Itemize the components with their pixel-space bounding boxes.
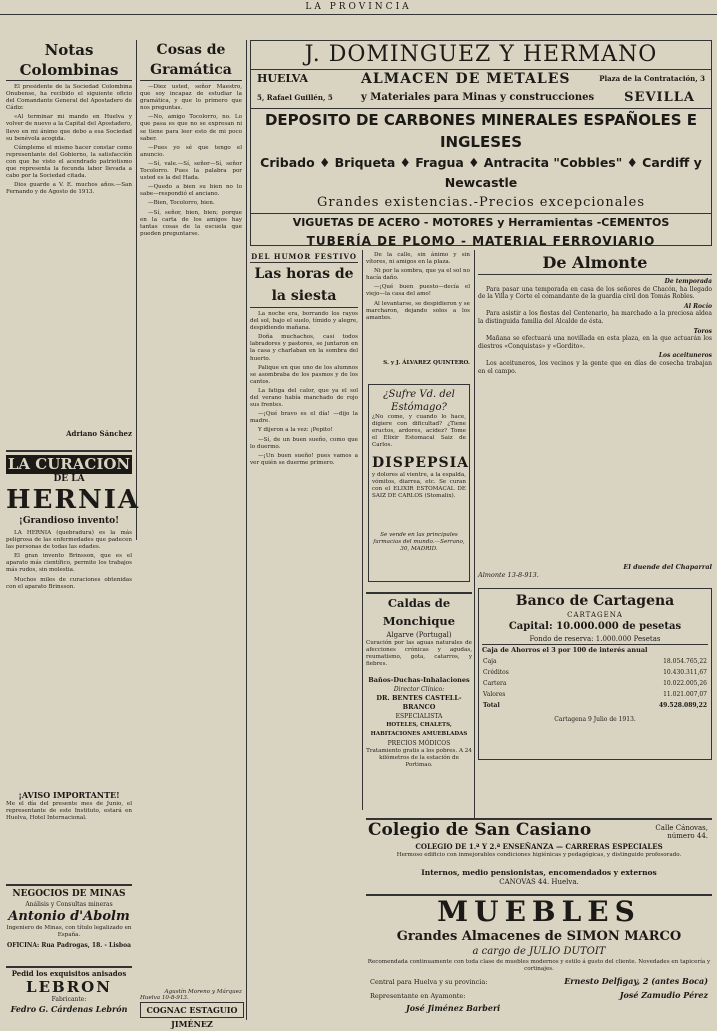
- signature: Agustín Moreno y Márquez: [164, 989, 242, 995]
- monchique-baths: Baños-Duchas-Inhalaciones: [368, 676, 470, 684]
- table-row: [482, 700, 708, 711]
- monchique-region: Algarve (Portugal): [386, 631, 452, 639]
- estomago-text: ¿No come, y cuando lo hace, digiere con dificultad? ¿Tiene eructos, ardores, acidez? Tome el Elixir Estomacal Saiz de Carlos.: [372, 414, 466, 449]
- muebles-owner: a cargo de JULIO DUTOIT: [472, 946, 606, 957]
- lebron-ad: [6, 966, 132, 1022]
- paragraph: —¡Un buen sueño! pues vamos a ver quién se duerme primero.: [250, 452, 358, 466]
- banco-city: CARTAGENA: [567, 611, 623, 619]
- article-continuation: [366, 252, 470, 377]
- article-body: [478, 278, 712, 563]
- monchique-ad: [366, 592, 472, 814]
- colegio-text-2: Internos, medio pensionistas, encomendados y externos: [421, 868, 657, 877]
- paragraph: Muchos miles de curaciones obtenidas con el aparato Brinsson.: [6, 576, 132, 590]
- negocios-text: Ingeniero de Minas, con título legalizado en España.: [6, 925, 132, 939]
- row-value: 10.022.005,26: [663, 680, 707, 687]
- paragraph: —¡Qué buen puesto—decía el viejo—la casa del amo!: [366, 284, 470, 298]
- lebron-fab-label: Fabricante:: [51, 996, 87, 1003]
- subhead: Los aceituneros: [658, 352, 712, 360]
- colegio-head: [366, 820, 712, 842]
- dominguez-row-2: [251, 90, 711, 109]
- paragraph: —Quedo a bien su bien no lo sabe—respondió el anciano.: [140, 184, 242, 198]
- muebles-text: Recomendada continuamente con toda clase de muebles modernos y estilo á gusto del cliente. Novedades en tapicería y cortinajes.: [367, 959, 711, 973]
- paragraph: —Bien, Tocolorro, bien.: [148, 200, 215, 207]
- dominguez-plaza: Plaza de la Contratación, 3: [599, 74, 705, 83]
- row-value: 10.430.311,67: [663, 669, 707, 676]
- hernia-subtitle: ¡Grandioso invento!: [18, 516, 120, 526]
- colegio-ad: [366, 818, 712, 890]
- article-title: Cosas de Gramática: [140, 40, 242, 81]
- paragraph: —No, amigo Tocolorro, no. Lo que pasa es que no se expresan ni se tiene para leer esto de mi poco saber.: [140, 114, 242, 142]
- estomago-ad: [368, 384, 470, 582]
- row-value: 18.054.765,22: [663, 658, 707, 665]
- paragraph: Ni por la sombra, que ya el sol no hacía daño.: [366, 268, 470, 282]
- colegio-text: Hermoso edificio con inmejorables condiciones higiénicas y pedagógicas, y distinguido profesorado.: [396, 852, 682, 858]
- cognac-ad: COGNAC ESTAGUIO JIMÉNEZ: [140, 1002, 244, 1018]
- row-label: Créditos: [483, 669, 509, 676]
- article-body: [366, 252, 470, 360]
- paragraph: Para asistir a los fiestas del Centenario, ha marchado a la preciosa aldea la distinguida familia del Alcalde de ésta.: [478, 310, 712, 325]
- hernia-body: [6, 530, 132, 790]
- muebles-store: Grandes Almacenes de SIMON MARCO: [396, 929, 682, 944]
- hernia-notice: ¡AVISO IMPORTANTE!: [18, 790, 120, 800]
- muebles-ad: [366, 894, 712, 1022]
- negocios-title: NEGOCIOS DE MINAS: [12, 889, 126, 899]
- dominguez-line-b: TUBERÍA DE PLOMO - MATERIAL FERROVIARIO: [306, 234, 656, 248]
- colegio-title: Colegio de San Casiano: [368, 820, 592, 840]
- muebles-title: MUEBLES: [437, 895, 641, 928]
- row-label: Cartera: [483, 680, 507, 687]
- dispepsia-title: DISPEPSIA: [372, 455, 470, 471]
- hernia-notice-text: Me el día del presente mes de Junio, el representante de este Instituto, estará en Huelva, Hotel Internacional.: [6, 801, 132, 822]
- article-almonte: [478, 252, 712, 582]
- article-body: [6, 84, 132, 429]
- subhead: Toros: [693, 327, 712, 335]
- article-notas-colombinas: [6, 40, 132, 440]
- dateline: Almonte 13-8-913.: [478, 571, 539, 579]
- column-rule: [136, 40, 137, 540]
- paragraph: Mañana se efectuará una novillada en esta plaza, en la que actuarán los diestros «Conquistas» y «Gordito».: [478, 335, 712, 350]
- paragraph: Para pasar una temporada en casa de los señores de Chacón, ha llegado de la Villa y Corte el comandante de la guardia civil don Tomás Robles.: [478, 285, 712, 301]
- monchique-director-label: Director Clínico:: [393, 686, 445, 693]
- negocios-name: Antonio d'Abolm: [8, 909, 130, 924]
- dominguez-city-2: SEVILLA: [624, 90, 695, 105]
- agent-name: Ernesto Delfigay, 2 (antes Boca): [564, 976, 708, 986]
- article-cosas-gramatica: [140, 40, 242, 1015]
- table-row: [482, 656, 708, 667]
- signature: S. y J. ÁLVAREZ QUINTERO.: [383, 360, 470, 366]
- row-label: Caja: [483, 658, 497, 665]
- agent-name: José Zamudio Pérez: [619, 990, 708, 1000]
- subhead: De temporada: [664, 278, 712, 285]
- column-rule: [246, 250, 247, 1020]
- paragraph: La noche era, borrando los rayos del sol, bajo el suelo, tímido y alegre, despidiendo mañana.: [250, 311, 358, 332]
- estomago-text-2: y dolores al vientre, a la espalda, vómitos, diarrea, etc. Se curan con el ELIXIR ESTOMACAL DE SAIZ DE CARLOS (Stomalix).: [372, 472, 466, 500]
- paragraph: El gran invento Brinsson, que es el aparato más científico, permite los trabajos más rudos, sin molestia.: [6, 553, 132, 574]
- paragraph: El presidente de la Sociedad Colombina Onubense, ha recibido el siguiente oficio del Comandante General del Apostadero de Cádiz:: [6, 84, 132, 112]
- banco-foot: Cartagena 9 Julio de 1913.: [554, 716, 636, 723]
- dominguez-address: 5, Rafael Guillén, 5: [257, 93, 333, 102]
- section-header: DEL HUMOR FESTIVO: [251, 252, 357, 261]
- estomago-title: ¿Sufre Vd. del Estómago?: [383, 389, 455, 413]
- signature: Adriano Sánchez: [66, 429, 132, 438]
- colegio-address: Calle Cánovas, número 44.: [655, 824, 708, 840]
- dominguez-name: J. DOMINGUEZ Y HERMANO: [251, 41, 711, 70]
- banco-capital: Capital: 10.000.000 de pesetas: [508, 621, 682, 632]
- banco-reserve: Fondo de reserva: 1.000.000 Pesetas: [482, 634, 708, 645]
- lebron-brand: LEBRON: [26, 978, 112, 996]
- monchique-director: DR. BENTES CASTELL-BRANCO: [376, 694, 462, 711]
- dominguez-ad: [250, 40, 712, 246]
- table-row: [482, 689, 708, 700]
- muebles-agent-row: [366, 975, 712, 989]
- negocios-subtitle: Análisis y Consultas mineras: [25, 901, 113, 908]
- article-body: [140, 84, 242, 989]
- monchique-text-2: Tratamiento gratis a los pobres. A 24 kilómetros de la estación de Portimao.: [366, 748, 472, 769]
- paragraph: De la calle, sin ánimo y sin vítores, ni amigos en la plaza.: [366, 252, 470, 266]
- row-label: Total: [483, 702, 500, 709]
- hernia-ad: [6, 450, 141, 872]
- monchique-hotels: HOTELES, CHALETS, HABITACIONES AMUEBLADAS: [370, 722, 468, 737]
- paragraph: «Al terminar mi mando en Huelva y volver de nuevo a la Capital del Apostadero, llevo en mi ánimo que debo a esa Sociedad su benévola acogida.: [6, 114, 132, 142]
- banco-table-head: Caja de Ahorros el 3 por 100 de interés anual: [482, 646, 648, 654]
- masthead: LA PROVINCIA: [0, 0, 717, 15]
- article-horas-siesta: [250, 252, 358, 1017]
- row-value: 49.528.089,22: [658, 702, 707, 709]
- dominguez-deposit: DEPOSITO DE CARBONES MINERALES ESPAÑOLES E INGLESES: [264, 111, 698, 151]
- row-label: Valores: [483, 691, 506, 698]
- paragraph: Los aceituneros, los vecinos y la gente que en días de cosecha trabajan en el campo.: [478, 359, 712, 375]
- paragraph: —Pues yo sé que tengo el anuncio.: [140, 144, 242, 158]
- banco-title: Banco de Cartagena: [515, 593, 675, 609]
- lebron-fab-name: Fedro G. Cárdenas Lebrón: [10, 1004, 128, 1014]
- dominguez-subtitle: y Materiales para Minas y construcciones: [361, 92, 595, 103]
- dominguez-coals: Cribado ♦ Briqueta ♦ Fragua ♦ Antracita "Cobbles" ♦ Cardiff y Newcastle: [260, 155, 702, 190]
- agent-label: Representante en Ayamonte:: [370, 992, 466, 1000]
- column-rule: [362, 250, 363, 810]
- dominguez-city: HUELVA: [257, 72, 309, 85]
- negocios-minas-ad: [6, 884, 132, 966]
- dominguez-line-a: VIGUETAS DE ACERO - MOTORES y Herramientas -CEMENTOS: [292, 216, 670, 229]
- monchique-prices: PRECIOS MÓDICOS: [387, 740, 451, 747]
- paragraph: —¡Qué bravo es el día! —dijo la madre.: [250, 411, 358, 425]
- monchique-text: Curación por las aguas naturales de afecciones crónicas y agudas, reumatismo, gota, catarros, y fiebres.: [366, 640, 472, 668]
- colegio-address-2: CANOVAS 44. Huelva.: [499, 878, 579, 886]
- paragraph: —Sí, vale.—Sí, señor—Sí, señor Tocolorro. Pues la palabra por usted es la del Hada.: [140, 160, 242, 182]
- monchique-title: Caldas de Monchique: [382, 596, 456, 628]
- correspondent: El duende del Chaparral: [623, 563, 712, 571]
- article-title: Las horas de la siesta: [250, 262, 358, 308]
- muebles-agent-row: [366, 1003, 712, 1015]
- paragraph: Cúmpleme el mismo hacer constar como representante del Gobierno, la satisfacción con que he visto el acendrado patriotismo que representa la fecunda labor llevada a cabo por la Sociedad citada.: [6, 144, 132, 180]
- paragraph: LA HERNIA (quebradura) es la más peligrosa de las enfermedades que padecen las personas de todas las edades.: [6, 530, 132, 551]
- colegio-sub: COLEGIO DE 1.ª Y 2.ª ENSEÑANZA — CARRERAS ESPECIALES: [415, 842, 663, 851]
- negocios-office: OFICINA: Rua Padrogas, 18. - Lisboa: [7, 942, 131, 949]
- monchique-specialty: ESPECIALISTA: [395, 713, 443, 720]
- paragraph: La fatiga del calor, que ya el sol del verano había manchado de rojo sus frentes.: [250, 387, 358, 409]
- dominguez-row: [251, 70, 711, 90]
- hernia-title: LA CURACION: [7, 455, 131, 473]
- dominguez-stock: Grandes existencias.-Precios excepcionales: [251, 193, 711, 214]
- paragraph: Dios guarde a V. E. muchos años.—San Fernando y de Agosto de 1913.: [6, 182, 132, 196]
- column-rule: [474, 250, 475, 820]
- dateline: Huelva 10-8-913.: [140, 995, 189, 1001]
- paragraph: Doña muchachos, casi todos labradores y pastores, se juntaron en la casa y charlaban en la sombra del huerto.: [250, 334, 358, 362]
- banco-cartagena-ad: [478, 588, 712, 760]
- hernia-title-2: DE LA: [53, 474, 85, 484]
- table-row: [482, 667, 708, 678]
- row-value: 11.021.007,07: [663, 691, 707, 698]
- paragraph: Y dijeron a la vez: ¡Pepito!: [258, 427, 333, 434]
- hernia-title-3: HERNIA: [6, 485, 141, 515]
- article-title: Notas Colombinas: [6, 40, 132, 81]
- article-body: [250, 311, 358, 1011]
- banco-table: [482, 656, 708, 711]
- paragraph: Al levantarse, se despidieron y se marcharon, dejando solos a los amantes.: [366, 300, 470, 321]
- muebles-agent-row: [366, 989, 712, 1003]
- paragraph: —Sí, señor, bien, bien; porque en la carta de los amigos hay tantas cosas de la escuela que pueden preguntarse.: [140, 209, 242, 237]
- column-rule: [246, 40, 247, 250]
- table-row: [482, 678, 708, 689]
- article-title: De Almonte: [478, 252, 712, 275]
- paragraph: —Sí, de un buen sueño, como que lo duermo.: [250, 436, 358, 450]
- subhead: Al Rocío: [684, 302, 712, 310]
- estomago-foot: Se vende en las principales farmacias del mundo.—Serrano, 30, MADRID.: [373, 532, 465, 553]
- paragraph: Palique en que uno de los alumnos se asombraba de los pasmos y de los cantos.: [250, 364, 358, 385]
- agent-name: José Jiménez Barberi: [406, 1003, 501, 1013]
- dominguez-store: ALMACEN DE METALES: [361, 71, 571, 87]
- paragraph: —Diez usted, señor Maestro, que soy incapaz de estudiar la gramática, y que lo primero que nos preguntas.: [140, 84, 242, 112]
- lebron-line: Pedid los exquisitos anisados: [11, 969, 127, 978]
- agent-label: Central para Huelva y su provincia:: [370, 978, 488, 986]
